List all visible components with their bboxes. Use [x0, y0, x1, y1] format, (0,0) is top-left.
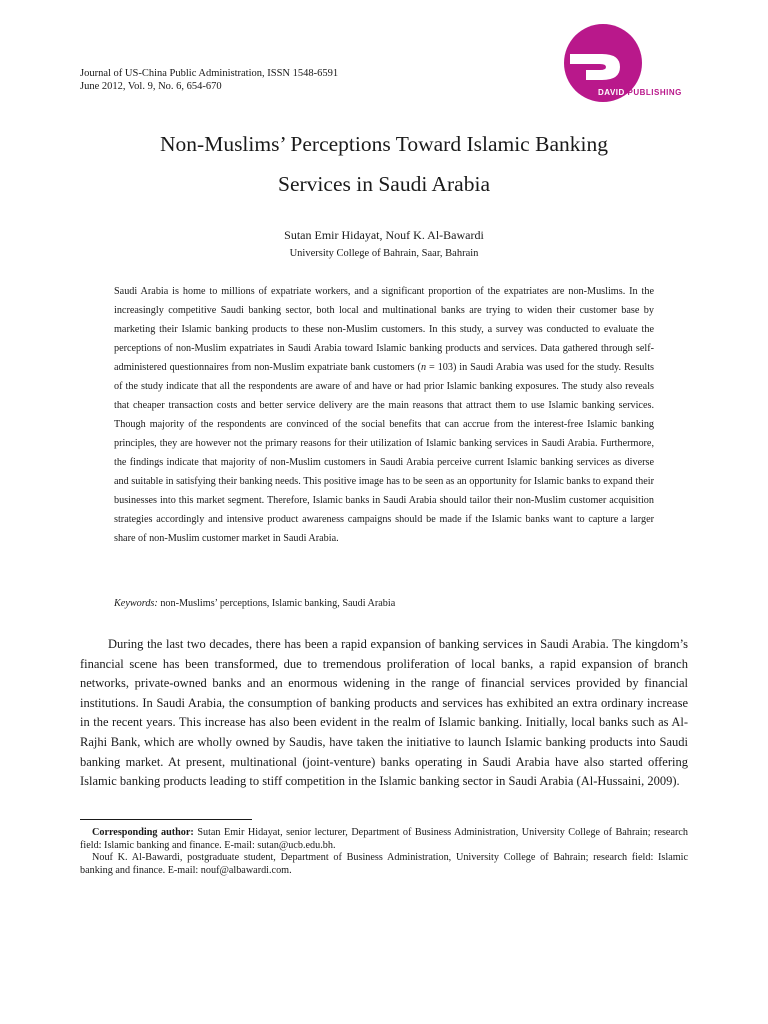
footnote-divider — [80, 819, 252, 820]
publisher-logo — [562, 24, 698, 104]
journal-header — [80, 67, 338, 93]
journal-issue: June 2012, Vol. 9, No. 6, 654-670 — [80, 81, 222, 92]
title-line-2: Services in Saudi Arabia — [278, 172, 490, 196]
keywords-label: Keywords: — [114, 598, 158, 609]
keywords — [114, 598, 395, 609]
abstract — [114, 282, 654, 548]
title-line-1: Non-Muslims’ Perceptions Toward Islamic Banking — [160, 132, 608, 156]
footnote-text-2: Nouf K. Al-Bawardi, postgraduate student, Department of Business Administration, University College of Bahrain; research field: Islamic banking and finance. E-mail: nouf@albawardi.com. — [80, 852, 688, 876]
logo-word-david: DAVID — [598, 88, 625, 97]
abstract-text-part-2: = 103) in Saudi Arabia was used for the study. Results of the study indicate that all the respondents are aware of and have or had prior Islamic banking exposures. The study also reveals that cheaper transaction costs and better service delivery are the main reasons that attract them to use Islamic banking services. Though majority of the respondents are convinced of the social benefits that can accrue from the interest-free Islamic banking principles, they are however not the primary reasons for their utilization of Islamic banking services in Saudi Arabia. Furthermore, the findings indicate that majority of non-Muslim customers in Saudi Arabia perceive current Islamic banking services as diverse and suitable in satisfying their banking needs. This positive image has to be seen as an opportunity for Islamic banks to expand their businesses into this market segment. Therefore, Islamic banks in Saudi Arabia should tailor their non-Muslim customer acquisition strategies accordingly and intensive product awareness campaigns should be made if the Islamic banks want to capture a larger share of non-Muslim customer market in Saudi Arabia. — [114, 362, 654, 544]
footnote-corresponding-author — [80, 827, 688, 852]
footnote-label: Corresponding author: — [92, 827, 194, 838]
keywords-text: non-Muslims’ perceptions, Islamic banking, Saudi Arabia — [157, 598, 396, 609]
paper-title — [80, 124, 688, 204]
affiliation: University College of Bahrain, Saar, Bahrain — [289, 248, 479, 259]
author-list: Sutan Emir Hidayat, Nouf K. Al-Bawardi — [284, 228, 484, 242]
logo-word-publishing: PUBLISHING — [627, 88, 682, 97]
footnote-text-1: Sutan Emir Hidayat, senior lecturer, Department of Business Administration, University College of Bahrain; research field: Islamic banking and finance. E-mail: sutan@ucb.edu.bh. — [80, 827, 688, 851]
body-paragraph: During the last two decades, there has been a rapid expansion of banking services in Saudi Arabia. The kingdom’s financial scene has been transformed, due to tremendous proliferation of local banks, a rapid expansion of branch networks, private-owned banks and an enormous widening in the range of financial services provided by financial institutions. In Saudi Arabia, the consumption of banking products and services has exhibited an extra ordinary increase in the recent years. This increase has also been evident in the realm of Islamic banking. Initially, local banks such as Al-Rajhi Bank, which are wholly owned by Saudis, have taken the initiative to launch Islamic banking products into Saudi banking market. At present, multinational (joint-venture) banks operating in Saudi Arabia have also started offering Islamic banking products leading to stiff competition in the Islamic banking sector in Saudi Arabia (Al-Hussaini, 2009). — [80, 637, 688, 789]
journal-citation: Journal of US-China Public Administration, ISSN 1548-6591 — [80, 68, 339, 79]
sample-size-symbol: n — [420, 362, 427, 373]
abstract-text-part-1: Saudi Arabia is home to millions of expatriate workers, and a significant proportion of the expatriates are non-Muslims. In the increasingly competitive Saudi banking sector, both local and multinational banks are trying to widen their customer base by marketing their Islamic banking products to these non-Muslim customers. In this study, a survey was conducted to evaluate the perceptions of non-Muslim expatriates in Saudi Arabia toward Islamic banking products and services. Data gathered through self-administered questionnaires from non-Muslim expatriate bank customers ( — [114, 286, 654, 373]
footnote — [80, 827, 688, 877]
logo-wordmark — [598, 88, 682, 97]
